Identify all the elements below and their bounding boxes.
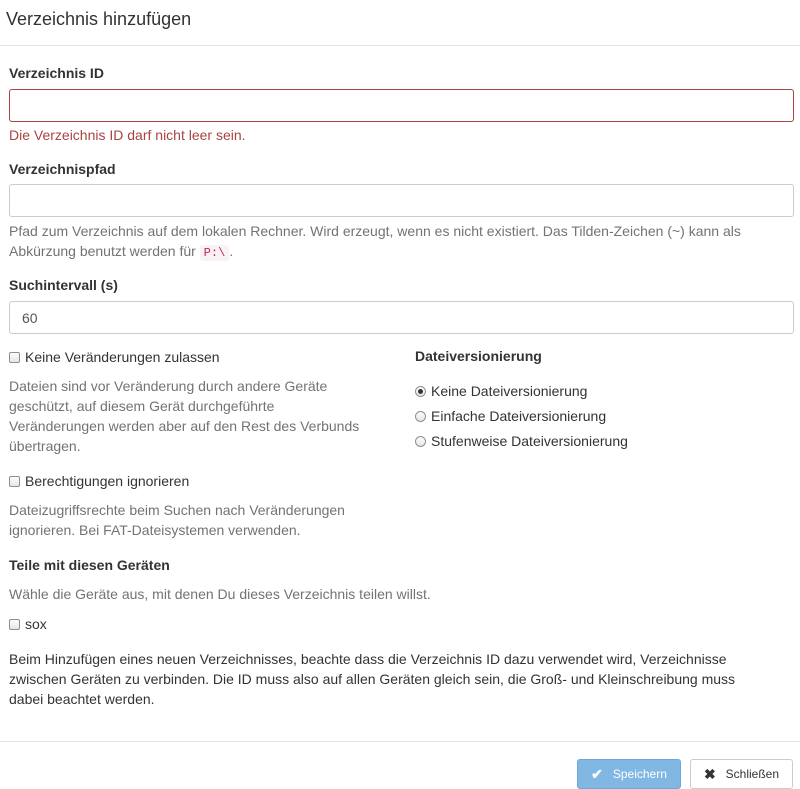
read-only-checkbox-row[interactable] (9, 349, 220, 365)
read-only-help (9, 376, 359, 456)
versioning-option-none[interactable] (415, 383, 587, 399)
read-only-help-line: geschützt, auf diesem Gerät durchgeführte (9, 398, 275, 414)
share-devices-label: Teile mit diesen Geräten (9, 557, 170, 573)
folder-id-note (9, 649, 735, 709)
versioning-label: Dateiversionierung (415, 348, 542, 364)
versioning-option-simple[interactable] (415, 408, 606, 424)
dialog-body (0, 46, 800, 741)
share-device-label: sox (25, 616, 47, 632)
folder-path-help (9, 221, 794, 263)
versioning-radio-staggered[interactable] (415, 436, 426, 447)
check-icon: ✔ (591, 766, 603, 782)
folder-id-input[interactable] (9, 89, 794, 122)
ignore-perms-checkbox[interactable] (9, 476, 20, 487)
ignore-perms-help-line: Dateizugriffsrechte beim Suchen nach Veränderungen (9, 502, 345, 518)
ignore-perms-help (9, 500, 345, 540)
close-button-label: Schließen (725, 767, 780, 781)
dialog-title: Verzeichnis hinzufügen (6, 9, 192, 29)
read-only-label: Keine Veränderungen zulassen (25, 349, 220, 365)
versioning-option-label: Einfache Dateiversionierung (431, 408, 607, 424)
folder-id-note-line: dabei beachtet werden. (9, 691, 155, 707)
close-icon: ✖ (703, 766, 716, 782)
read-only-checkbox[interactable] (9, 352, 20, 363)
save-button[interactable] (577, 759, 681, 789)
folder-id-note-line: zwischen Geräten zu verbinden. Die ID muss also auf allen Geräten gleich sein, die Groß- und Kleinschreibung muss (9, 671, 736, 687)
rescan-interval-label: Suchintervall (s) (9, 277, 118, 293)
folder-path-help-prefix: Abkürzung benutzt werden für (9, 243, 196, 259)
versioning-radio-none[interactable] (415, 386, 426, 397)
ignore-perms-label: Berechtigungen ignorieren (25, 473, 190, 489)
read-only-help-line: Dateien sind vor Veränderung durch andere Geräte (9, 378, 328, 394)
folder-path-help-line2 (9, 241, 794, 263)
ignore-perms-help-line: ignorieren. Bei FAT-Dateisystemen verwenden. (9, 522, 301, 538)
folder-path-help-line1: Pfad zum Verzeichnis auf dem lokalen Rechner. Wird erzeugt, wenn es nicht existiert. Das Tilden-Zeichen (~) kann als (9, 223, 741, 239)
dialog-footer (0, 741, 800, 782)
save-button-label: Speichern (612, 767, 667, 781)
versioning-radio-simple[interactable] (415, 411, 426, 422)
dialog-header (0, 0, 800, 46)
folder-path-help-suffix: . (229, 243, 234, 259)
folder-id-error: Die Verzeichnis ID darf nicht leer sein. (9, 127, 246, 143)
read-only-help-line: übertragen. (9, 438, 81, 454)
ignore-perms-checkbox-row[interactable] (9, 473, 189, 489)
folder-id-label: Verzeichnis ID (9, 65, 104, 81)
folder-path-input[interactable] (9, 184, 794, 217)
read-only-help-line: Veränderungen werden aber auf den Rest des Verbunds (9, 418, 360, 434)
share-device-sox[interactable] (9, 616, 47, 632)
folder-id-note-line: Beim Hinzufügen eines neuen Verzeichnisses, beachte dass die Verzeichnis ID dazu verwendet wird, Verzeichnisse (9, 651, 727, 667)
versioning-option-label: Keine Dateiversionierung (431, 383, 588, 399)
folder-path-help-code: P:\ (200, 245, 230, 261)
folder-path-label: Verzeichnispfad (9, 161, 116, 177)
rescan-interval-input[interactable] (9, 301, 794, 334)
share-device-checkbox[interactable] (9, 619, 20, 630)
versioning-option-label: Stufenweise Dateiversionierung (431, 433, 628, 449)
share-devices-help: Wähle die Geräte aus, mit denen Du dieses Verzeichnis teilen willst. (9, 586, 431, 602)
close-button[interactable] (690, 759, 793, 789)
versioning-option-staggered[interactable] (415, 433, 628, 449)
